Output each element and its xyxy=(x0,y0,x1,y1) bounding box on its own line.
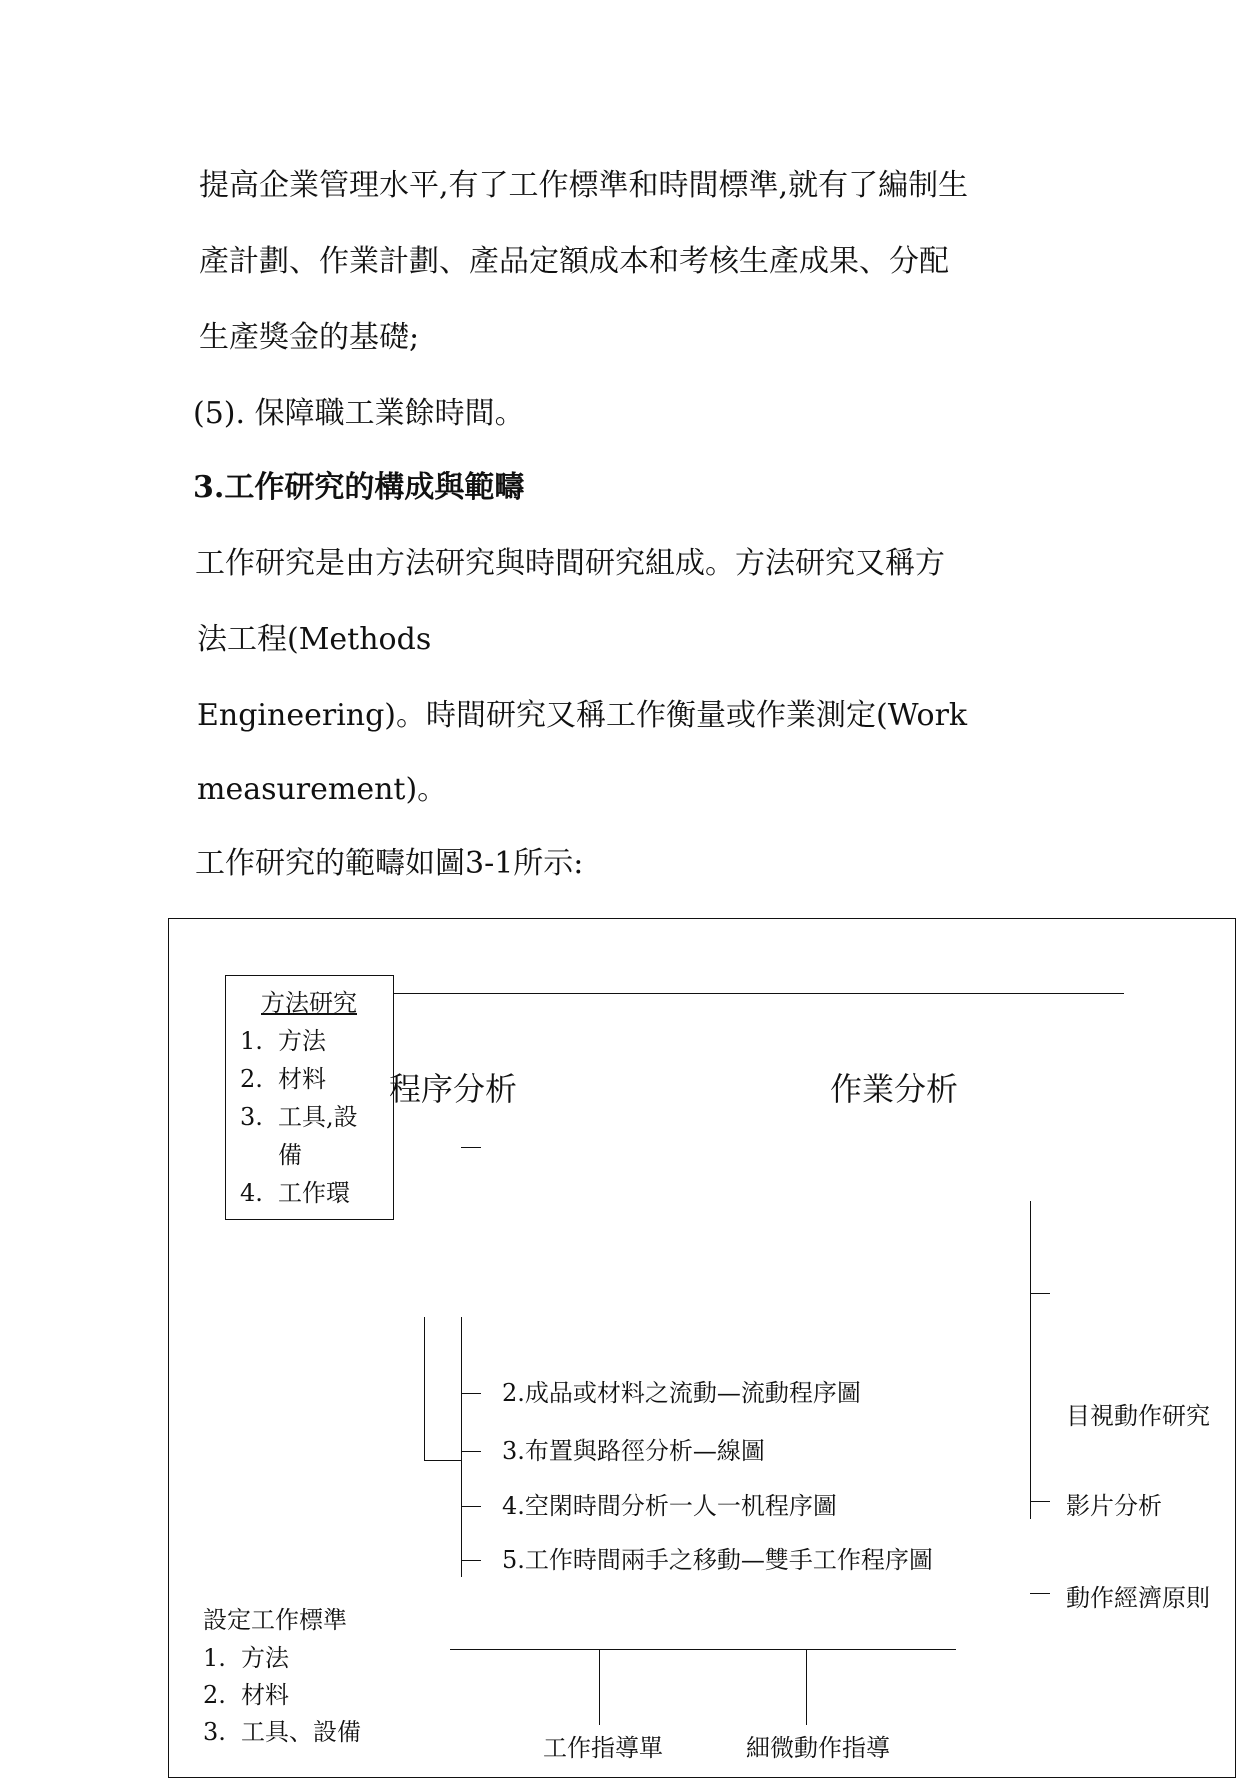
item-number: 2. xyxy=(203,1681,226,1709)
connector-line xyxy=(1030,1201,1031,1519)
item-number: 4. xyxy=(240,1179,263,1207)
item-text: 工作環 xyxy=(278,1179,350,1207)
process-item: 2.成品或材料之流動—流動程序圖 xyxy=(502,1379,861,1407)
list-item xyxy=(240,1140,358,1170)
list-item xyxy=(203,1717,361,1747)
connector-tick xyxy=(461,1393,481,1394)
paragraph-line: 工作研究是由方法研究與時間研究組成。方法研究又稱方 xyxy=(195,546,945,581)
item-number: 1. xyxy=(203,1644,226,1672)
operation-item: 動作經濟原則 xyxy=(1066,1584,1210,1612)
connector-tick xyxy=(461,1506,481,1507)
item-text: 方法 xyxy=(241,1644,289,1672)
item-number: 2. xyxy=(240,1065,263,1093)
work-standard-title: 設定工作標準 xyxy=(203,1606,347,1634)
connector-line xyxy=(461,1317,462,1577)
paragraph-line: 產計劃、作業計劃、產品定額成本和考核生產成果、分配 xyxy=(199,244,949,279)
list-item xyxy=(240,1026,358,1056)
bottom-item: 工作指導單 xyxy=(543,1734,663,1762)
connector-tick xyxy=(461,1560,481,1561)
connector-line xyxy=(424,1317,425,1460)
connector-line xyxy=(806,1649,807,1725)
list-item xyxy=(240,1178,358,1208)
method-study-title: 方法研究 xyxy=(261,989,357,1017)
method-study-list xyxy=(240,1026,358,1208)
list-item xyxy=(240,1102,358,1132)
connector-tick xyxy=(1030,1593,1050,1594)
connector-line xyxy=(424,1460,462,1461)
figure-intro: 工作研究的範疇如圖3-1所示: xyxy=(195,846,584,881)
list-item xyxy=(203,1643,361,1673)
process-analysis-label: 程序分析 xyxy=(389,1070,518,1108)
paragraph-line: Engineering)。時間研究又稱工作衡量或作業測定(Work xyxy=(197,698,968,733)
connector-line xyxy=(599,1649,600,1725)
item-number xyxy=(240,1140,278,1170)
item-text: 工具,設 xyxy=(278,1103,358,1131)
connector-tick xyxy=(461,1147,481,1148)
list-item-5: (5). 保障職工業餘時間。 xyxy=(193,396,525,431)
item-text: 材料 xyxy=(241,1681,289,1709)
bottom-item: 細微動作指導 xyxy=(746,1734,890,1762)
item-number: 3. xyxy=(203,1718,226,1746)
connector-tick xyxy=(1030,1501,1050,1502)
work-standard-list xyxy=(203,1643,361,1747)
process-item: 3.布置與路徑分析—線圖 xyxy=(502,1437,765,1465)
list-item xyxy=(240,1064,358,1094)
list-item xyxy=(203,1680,361,1710)
paragraph-line: 提高企業管理水平,有了工作標準和時間標準,就有了編制生 xyxy=(199,168,969,203)
connector-tick xyxy=(1030,1293,1050,1294)
connector-line xyxy=(394,993,1124,994)
paragraph-line: 法工程(Methods xyxy=(197,622,432,657)
process-item: 5.工作時間兩手之移動—雙手工作程序圖 xyxy=(502,1546,933,1574)
item-text: 方法 xyxy=(278,1027,326,1055)
item-number: 1. xyxy=(240,1027,263,1055)
work-study-figure xyxy=(168,918,1236,1778)
operation-analysis-label: 作業分析 xyxy=(830,1070,959,1108)
operation-item: 影片分析 xyxy=(1066,1492,1162,1520)
paragraph-line: 生產獎金的基礎; xyxy=(199,320,420,355)
operation-item: 目視動作研究 xyxy=(1066,1402,1210,1430)
section-heading: 3.工作研究的構成與範疇 xyxy=(193,470,525,505)
paragraph-line: measurement)。 xyxy=(197,772,448,807)
connector-tick xyxy=(461,1451,481,1452)
item-text: 材料 xyxy=(278,1065,326,1093)
method-study-box xyxy=(225,975,394,1220)
connector-line xyxy=(450,1649,956,1650)
process-item: 4.空閑時間分析一人一机程序圖 xyxy=(502,1492,837,1520)
item-text: 工具、設備 xyxy=(241,1718,361,1746)
item-number: 3. xyxy=(240,1103,263,1131)
item-text: 備 xyxy=(278,1141,302,1169)
